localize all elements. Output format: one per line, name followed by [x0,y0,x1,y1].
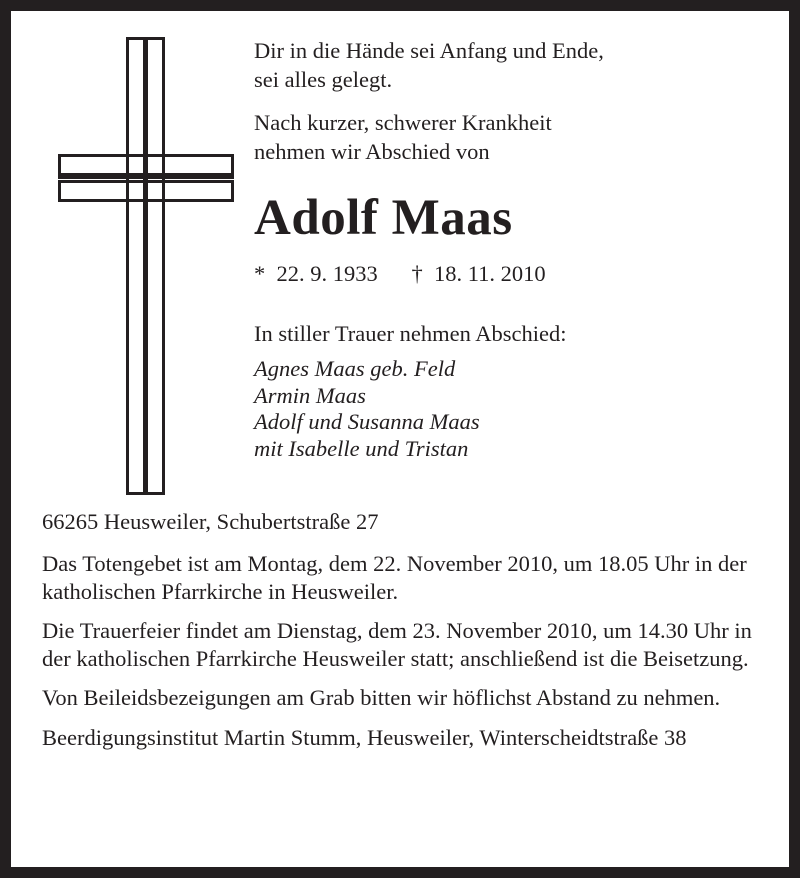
list-item: Agnes Maas geb. Feld [254,356,456,381]
service-paragraph-ceremony: Die Trauerfeier findet am Dienstag, dem 23. November 2010, um 14.30 Uhr in der katholischen Pfarrkirche Heusweiler statt; anschließend ist die Beisetzung. [42,618,752,671]
verse-line-1: Dir in die Hände sei Anfang und Ende, [254,38,604,63]
cross-vertical-divider [143,37,148,495]
cross-beam-edge-left [126,154,129,202]
list-item: Armin Maas [254,382,366,408]
condolences-note: Von Beileidsbezeigungen am Grab bitten wir höflichst Abstand zu nehmen. [42,685,721,710]
upper-text-column [254,25,774,462]
cross-beam-center [143,154,148,202]
deceased-name: Adolf Maas [254,190,513,246]
family-address: 66265 Heusweiler, Schubertstraße 27 [42,509,379,534]
cross-beam-edge-right [162,154,165,202]
service-paragraph-prayer: Das Totengebet ist am Montag, dem 22. November 2010, um 18.05 Uhr in der katholischen Pfarrkirche in Heusweiler. [42,551,747,604]
notice-sheet [11,11,789,867]
mourners-heading: In stiller Trauer nehmen Abschied: [254,321,567,346]
lower-text-column [42,507,777,751]
verse-line-2: sei alles gelegt. [254,67,393,92]
list-item: Adolf und Susanna Maas [254,409,480,434]
mourners-list [254,348,774,462]
list-item: mit Isabelle und Tristan [254,435,469,461]
funeral-home-credit: Beerdigungsinstitut Martin Stumm, Heusweiler, Winterscheidtstraße 38 [42,724,687,750]
cross-icon [47,25,243,495]
lead-line-1: Nach kurzer, schwerer Krankheit [254,110,552,135]
lead-line-2: nehmen wir Abschied von [254,139,490,164]
life-dates: * 22. 9. 1933 † 18. 11. 2010 [254,261,546,286]
